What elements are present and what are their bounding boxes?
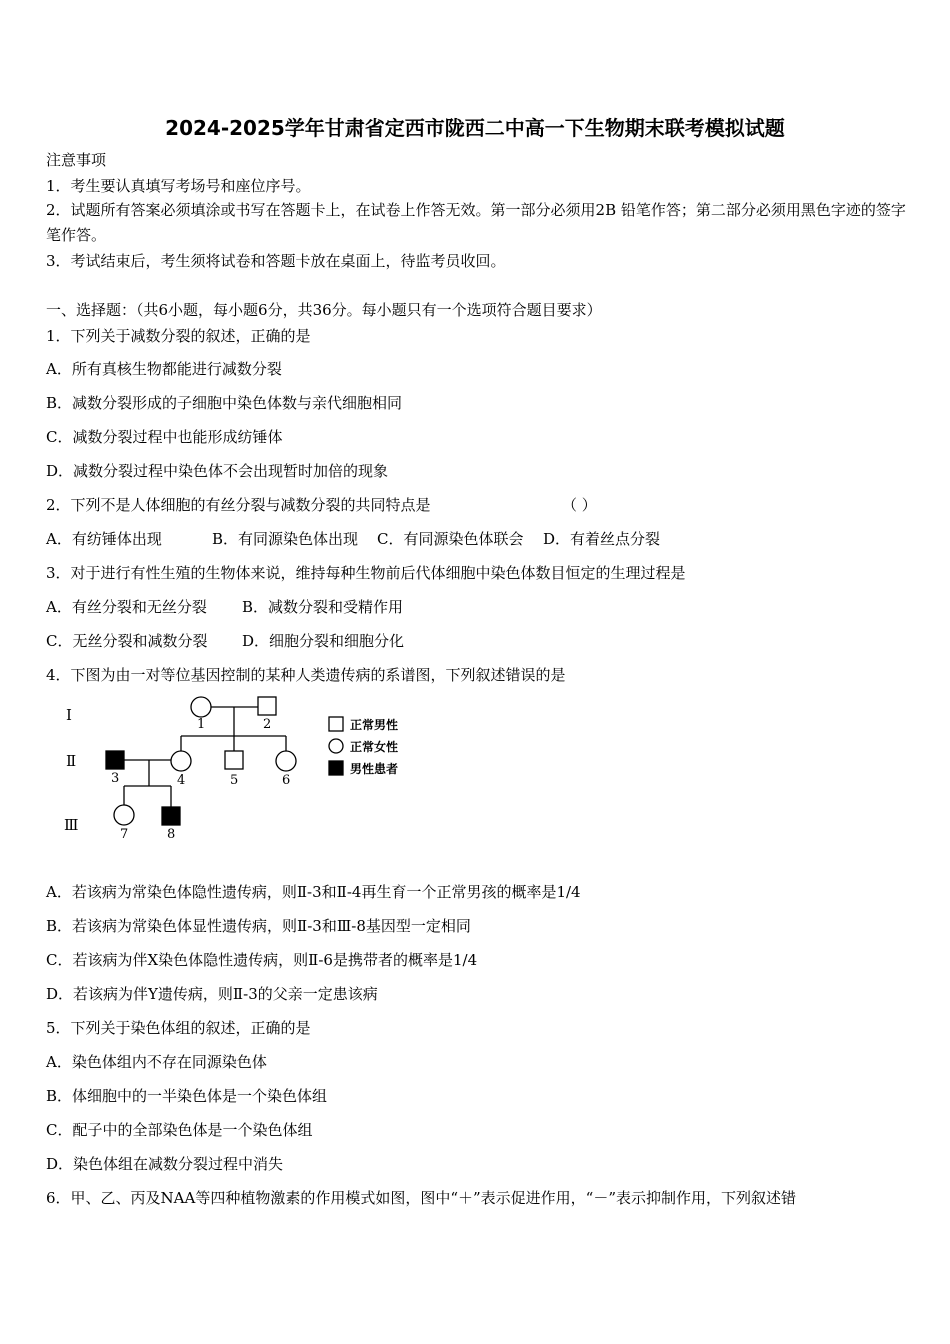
q3-option-a: A．有丝分裂和无丝分裂 bbox=[46, 598, 207, 616]
notice-item-1: 1．考生要认真填写考场号和座位序号。 bbox=[46, 177, 311, 195]
q4-stem: 4．下图为由一对等位基因控制的某种人类遗传病的系谱图，下列叙述错误的是 bbox=[46, 666, 566, 684]
q3-stem: 3．对于进行有性生殖的生物体来说，维持每种生物前后代体细胞中染色体数目恒定的生理过程是 bbox=[46, 564, 686, 582]
q4-option-a: A．若该病为常染色体隐性遗传病，则Ⅱ-3和Ⅱ-4再生育一个正常男孩的概率是1/4 bbox=[46, 883, 581, 901]
individual-3-affected-male bbox=[106, 751, 124, 769]
individual-number-1: 1 bbox=[197, 717, 206, 732]
legend-normal-male-symbol bbox=[329, 717, 343, 731]
q5-option-d: D．染色体组在减数分裂过程中消失 bbox=[46, 1155, 284, 1173]
generation-label-3: Ⅲ bbox=[64, 816, 79, 834]
section-heading: 一、选择题：（共6小题，每小题6分，共36分。每小题只有一个选项符合题目要求） bbox=[46, 301, 602, 319]
generation-label-2: Ⅱ bbox=[66, 752, 77, 770]
q5-option-b: B．体细胞中的一半染色体是一个染色体组 bbox=[46, 1087, 328, 1105]
q1-option-b: B．减数分裂形成的子细胞中染色体数与亲代细胞相同 bbox=[46, 394, 403, 412]
q2-stem: 2．下列不是人体细胞的有丝分裂与减数分裂的共同特点是 bbox=[46, 496, 431, 514]
q1-option-c: C．减数分裂过程中也能形成纺锤体 bbox=[46, 428, 283, 446]
individual-6-normal-female bbox=[276, 751, 296, 771]
individual-number-3: 3 bbox=[111, 771, 120, 786]
individual-number-5: 5 bbox=[230, 773, 239, 788]
pedigree-diagram bbox=[46, 688, 426, 848]
q6-stem: 6．甲、乙、丙及NAA等四种植物激素的作用模式如图，图中“＋”表示促进作用，“－”表示抑制作用，下列叙述错 bbox=[46, 1189, 797, 1207]
individual-2-normal-male bbox=[258, 697, 276, 715]
individual-5-normal-male bbox=[225, 751, 243, 769]
individual-8-affected-male bbox=[162, 807, 180, 825]
legend-affected-male-label: 男性患者 bbox=[350, 762, 399, 776]
q4-option-c: C．若该病为伴X染色体隐性遗传病，则Ⅱ-6是携带者的概率是1/4 bbox=[46, 951, 478, 969]
q4-option-b: B．若该病为常染色体显性遗传病，则Ⅱ-3和Ⅲ-8基因型一定相同 bbox=[46, 917, 471, 935]
q5-stem: 5．下列关于染色体组的叙述，正确的是 bbox=[46, 1019, 311, 1037]
q4-option-d: D．若该病为伴Y遗传病，则Ⅱ-3的父亲一定患该病 bbox=[46, 985, 378, 1003]
individual-4-normal-female bbox=[171, 751, 191, 771]
q5-option-a: A．染色体组内不存在同源染色体 bbox=[46, 1053, 267, 1071]
individual-7-normal-female bbox=[114, 805, 134, 825]
individual-number-2: 2 bbox=[263, 717, 272, 732]
legend-normal-female-symbol bbox=[329, 739, 343, 753]
generation-label-1: Ⅰ bbox=[66, 706, 72, 724]
individual-number-6: 6 bbox=[282, 773, 291, 788]
individual-number-8: 8 bbox=[167, 827, 176, 842]
q2-option-a: A．有纺锤体出现 bbox=[46, 530, 162, 548]
q2-option-b: B．有同源染色体出现 bbox=[212, 530, 359, 548]
individual-number-4: 4 bbox=[177, 773, 186, 788]
q3-option-c: C．无丝分裂和减数分裂 bbox=[46, 632, 208, 650]
q3-option-b: B．减数分裂和受精作用 bbox=[242, 598, 404, 616]
q2-answer-blank: （ ） bbox=[562, 496, 597, 514]
notice-item-3: 3．考试结束后，考生须将试卷和答题卡放在桌面上，待监考员收回。 bbox=[46, 252, 506, 270]
q3-option-d: D．细胞分裂和细胞分化 bbox=[242, 632, 405, 650]
legend-affected-male-symbol bbox=[329, 761, 343, 775]
page-title: 2024-2025学年甘肃省定西市陇西二中高一下生物期末联考模拟试题 bbox=[165, 116, 785, 140]
individual-1-normal-female bbox=[191, 697, 211, 717]
q5-option-c: C．配子中的全部染色体是一个染色体组 bbox=[46, 1121, 313, 1139]
legend-normal-male-label: 正常男性 bbox=[350, 718, 399, 732]
q2-option-d: D．有着丝点分裂 bbox=[543, 530, 661, 548]
q2-option-c: C．有同源染色体联会 bbox=[377, 530, 524, 548]
legend-normal-female-label: 正常女性 bbox=[350, 740, 399, 754]
notice-heading: 注意事项 bbox=[46, 151, 107, 169]
q1-stem: 1．下列关于减数分裂的叙述，正确的是 bbox=[46, 327, 311, 345]
q1-option-a: A．所有真核生物都能进行减数分裂 bbox=[46, 360, 282, 378]
q1-option-d: D．减数分裂过程中染色体不会出现暂时加倍的现象 bbox=[46, 462, 389, 480]
notice-item-2: 2．试题所有答案必须填涂或书写在答题卡上，在试卷上作答无效。第一部分必须用2B 铅笔作答；第二部分必须用黑色字迹的签字笔作答。 bbox=[46, 201, 906, 244]
individual-number-7: 7 bbox=[120, 827, 129, 842]
